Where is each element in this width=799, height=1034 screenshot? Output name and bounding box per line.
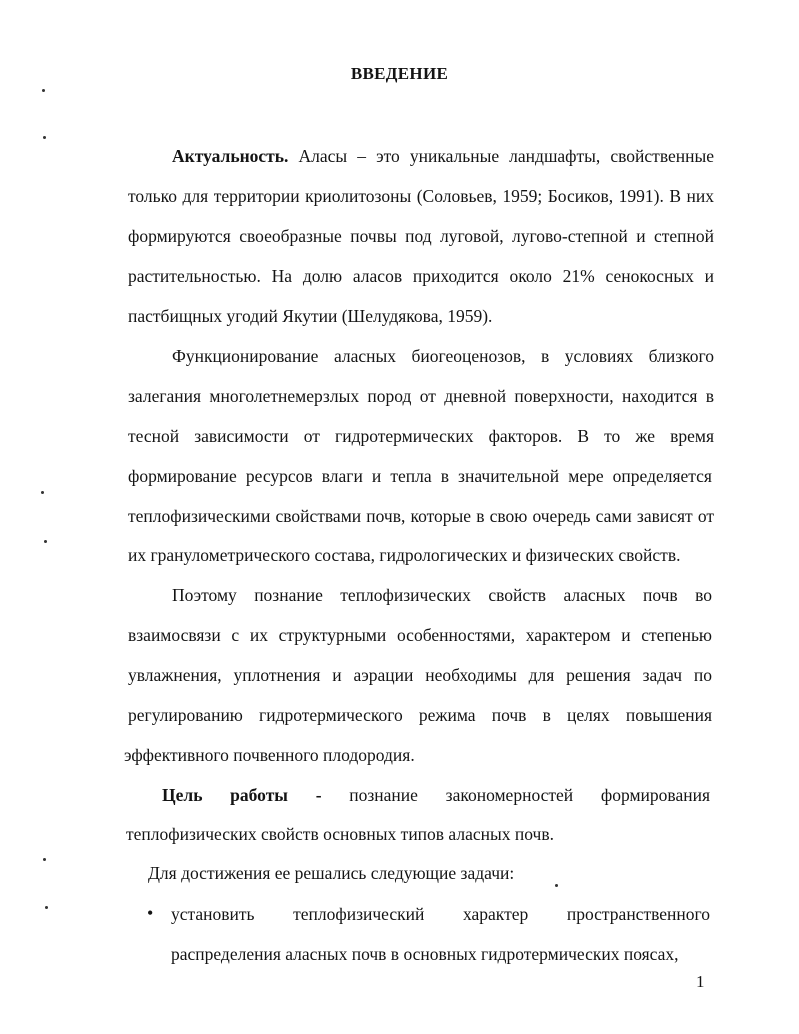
scan-speck [555,884,558,887]
page-number: 1 [696,972,705,991]
paragraph-line: эффективного почвенного плодородия. [124,745,415,765]
page-title: ВВЕДЕНИЕ [350,64,449,83]
bullet-icon: • [147,903,154,923]
paragraph-line: формируются своеобразные почвы под луговой, лугово-степной и степной [128,226,714,246]
text-run: познание закономерностей формирования [349,785,710,805]
paragraph-line: взаимосвязи с их структурными особенностями, характером и степенью [128,625,712,645]
paragraph-line: теплофизических свойств основных типов аласных почв. [126,824,554,844]
scan-speck [43,858,46,861]
paragraph-line: Поэтому познание теплофизических свойств аласных почв во [172,585,712,605]
paragraph-line: только для территории криолитозоны (Соловьев, 1959; Босиков, 1991). В них [128,186,714,206]
paragraph-line: Функционирование аласных биогеоценозов, в условиях близкого [172,346,714,366]
paragraph-line: растительностью. На долю аласов приходится около 21% сенокосных и [128,266,714,286]
text-run: Аласы – это уникальные ландшафты, свойственные [298,146,715,166]
section-lead: Актуальность. [172,146,289,166]
scan-speck [41,491,44,494]
list-item-line: распределения аласных почв в основных гидротермических поясах, [171,944,679,964]
scan-speck [43,136,46,139]
paragraph-line: формирование ресурсов влаги и тепла в значительной мере определяется [128,466,712,486]
paragraph-line: увлажнения, уплотнения и аэрации необходимы для решения задач по [128,665,712,685]
paragraph-line [162,784,710,806]
paragraph-line: их гранулометрического состава, гидрологических и физических свойств. [128,545,681,565]
scan-speck [44,540,47,543]
section-lead: Цель работы - [162,785,322,805]
paragraph-line: залегания многолетнемерзлых пород от дневной поверхности, находится в [128,386,714,406]
paragraph-line: теплофизическими свойствами почв, которые в свою очередь сами зависят от [128,506,714,526]
list-item-line: установить теплофизический характер пространственного [171,904,710,924]
paragraph-line: пастбищных угодий Якутии (Шелудякова, 1959). [128,306,493,326]
paragraph-line: тесной зависимости от гидротермических факторов. В то же время [128,426,714,446]
paragraph-line [172,145,714,167]
paragraph-line: Для достижения ее решались следующие задачи: [148,863,515,883]
scan-speck [42,89,45,92]
scan-speck [45,906,48,909]
paragraph-line: регулированию гидротермического режима почв в целях повышения [128,705,712,725]
